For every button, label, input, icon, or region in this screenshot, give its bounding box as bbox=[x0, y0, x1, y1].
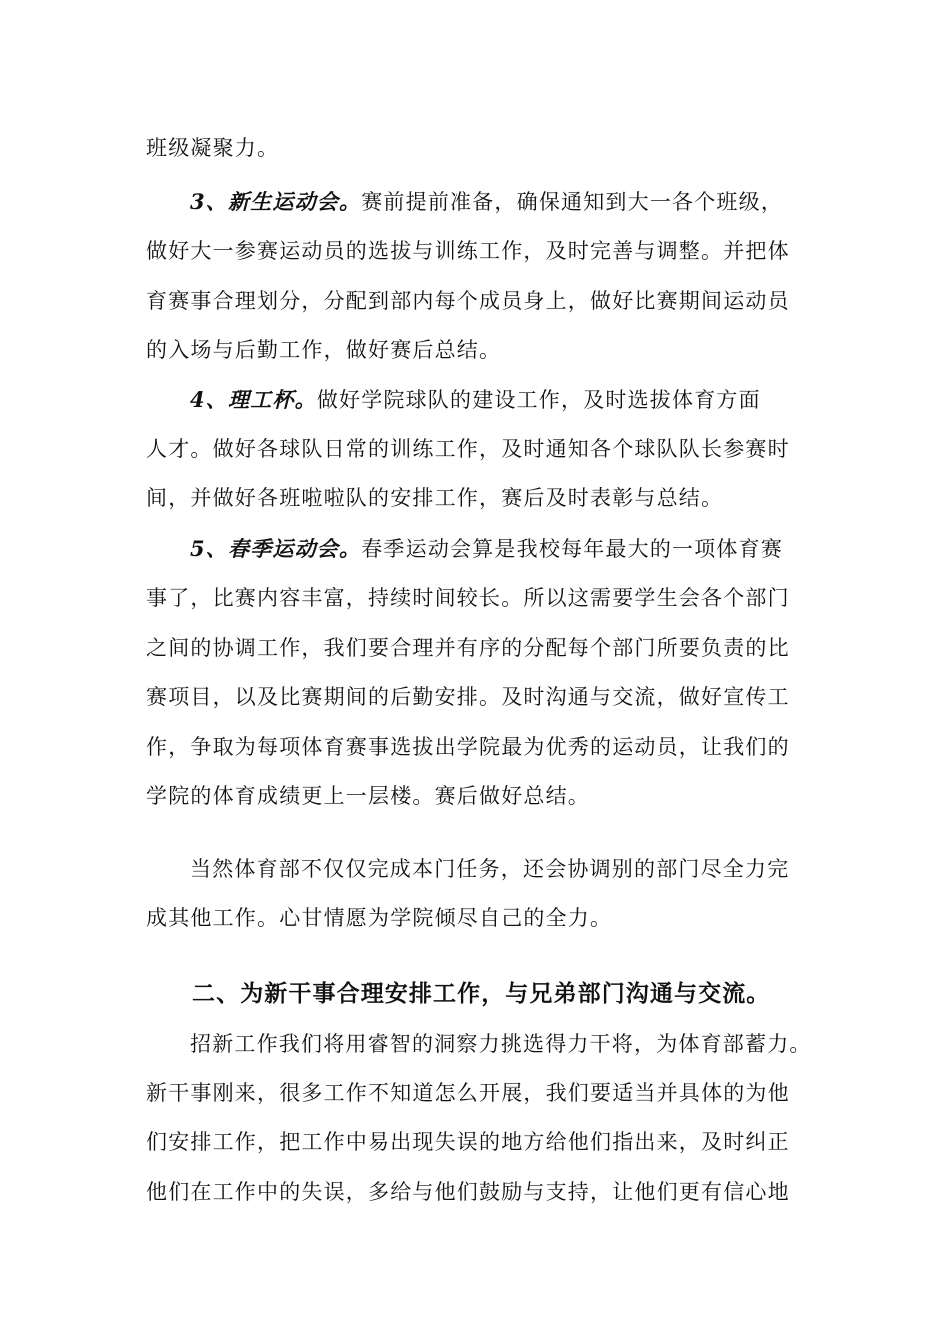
paragraph-line: 育赛事合理划分，分配到部内每个成员身上，做好比赛期间运动员 bbox=[146, 289, 790, 313]
paragraph-text: 做好学院球队的建设工作，及时选拔体育方面 bbox=[316, 388, 761, 412]
item-3-heading: 3、新生运动会。 bbox=[190, 189, 362, 214]
paragraph-line: 招新工作我们将用睿智的洞察力挑选得力干将，为体育部蓄力。 bbox=[190, 1032, 812, 1056]
paragraph-line: 当然体育部不仅仅完成本门任务，还会协调别的部门尽全力完 bbox=[190, 857, 790, 881]
paragraph-line: 新干事刚来，很多工作不知道怎么开展，我们要适当并具体的为他 bbox=[146, 1081, 790, 1105]
paragraph-text: 春季运动会算是我校每年最大的一项体育赛 bbox=[361, 537, 784, 561]
paragraph-line: 们安排工作，把工作中易出现失误的地方给他们指出来，及时纠正 bbox=[146, 1130, 790, 1154]
paragraph-line: 班级凝聚力。 bbox=[146, 136, 280, 160]
paragraph-line: 的入场与后勤工作，做好赛后总结。 bbox=[146, 338, 502, 362]
paragraph-line: 之间的协调工作，我们要合理并有序的分配每个部门所要负责的比 bbox=[146, 636, 790, 660]
item-5-heading: 5、春季运动会。 bbox=[190, 536, 362, 561]
item-5-first-line bbox=[190, 534, 783, 564]
item-3-first-line bbox=[190, 187, 783, 217]
paragraph-line: 间，并做好各班啦啦队的安排工作，赛后及时表彰与总结。 bbox=[146, 486, 724, 510]
item-4-first-line bbox=[190, 385, 761, 415]
section-2-heading: 二、为新干事合理安排工作，与兄弟部门沟通与交流。 bbox=[192, 980, 771, 1007]
paragraph-line: 人才。做好各球队日常的训练工作，及时通知各个球队队长参赛时 bbox=[146, 437, 790, 461]
paragraph-line: 事了，比赛内容丰富，持续时间较长。所以这需要学生会各个部门 bbox=[146, 586, 790, 610]
paragraph-text: 赛前提前准备，确保通知到大一各个班级， bbox=[361, 190, 784, 214]
paragraph-line: 作，争取为每项体育赛事选拔出学院最为优秀的运动员，让我们的 bbox=[146, 735, 790, 759]
paragraph-line: 学院的体育成绩更上一层楼。赛后做好总结。 bbox=[146, 784, 590, 808]
item-4-heading: 4、理工杯。 bbox=[190, 387, 317, 412]
paragraph-line: 赛项目，以及比赛期间的后勤安排。及时沟通与交流，做好宣传工 bbox=[146, 685, 790, 709]
paragraph-line: 成其他工作。心甘情愿为学院倾尽自己的全力。 bbox=[146, 906, 613, 930]
paragraph-line: 做好大一参赛运动员的选拔与训练工作，及时完善与调整。并把体 bbox=[146, 239, 790, 263]
paragraph-line: 他们在工作中的失误，多给与他们鼓励与支持，让他们更有信心地 bbox=[146, 1180, 790, 1204]
